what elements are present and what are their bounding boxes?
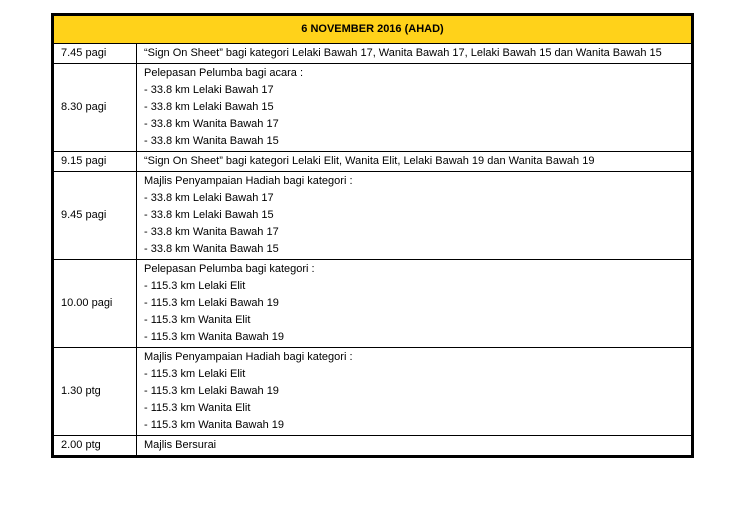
- schedule-row: [54, 44, 692, 64]
- schedule-row: [54, 348, 692, 436]
- schedule-document: [51, 13, 694, 458]
- event-category-line: - 115.3 km Lelaki Elit: [144, 280, 246, 292]
- event-description: Pelepasan Pelumba bagi kategori :: [144, 263, 315, 275]
- event-category-line: - 115.3 km Lelaki Bawah 19: [144, 297, 279, 309]
- description-cell: [137, 260, 692, 348]
- event-category-line: - 33.8 km Lelaki Bawah 17: [144, 84, 274, 96]
- event-category-line: - 33.8 km Lelaki Bawah 15: [144, 101, 274, 113]
- schedule-row: [54, 152, 692, 172]
- event-description: Majlis Penyampaian Hadiah bagi kategori :: [144, 175, 353, 187]
- description-cell: [137, 348, 692, 436]
- header-row: [54, 16, 692, 44]
- time-cell: 10.00 pagi: [54, 260, 137, 348]
- event-category-line: - 115.3 km Wanita Bawah 19: [144, 419, 285, 431]
- event-category-line: - 33.8 km Lelaki Bawah 17: [144, 192, 274, 204]
- event-category-line: - 33.8 km Lelaki Bawah 15: [144, 209, 274, 221]
- schedule-table: [53, 15, 692, 456]
- event-description: Pelepasan Pelumba bagi acara :: [144, 67, 303, 79]
- time-cell: 1.30 ptg: [54, 348, 137, 436]
- schedule-row: [54, 436, 692, 456]
- event-category-line: - 33.8 km Wanita Bawah 15: [144, 135, 279, 147]
- schedule-row: [54, 64, 692, 152]
- event-category-line: - 115.3 km Lelaki Elit: [144, 368, 246, 380]
- date-heading: 6 NOVEMBER 2016 (AHAD): [54, 16, 692, 44]
- event-category-line: - 33.8 km Wanita Bawah 15: [144, 243, 279, 255]
- time-cell: 7.45 pagi: [54, 44, 137, 64]
- time-cell: 9.15 pagi: [54, 152, 137, 172]
- description-cell: [137, 436, 692, 456]
- event-description: “Sign On Sheet” bagi kategori Lelaki Bawah 17, Wanita Bawah 17, Lelaki Bawah 15 dan Wanita Bawah 15: [144, 47, 662, 59]
- description-cell: [137, 64, 692, 152]
- event-category-line: - 33.8 km Wanita Bawah 17: [144, 118, 279, 130]
- event-category-line: - 115.3 km Wanita Bawah 19: [144, 331, 285, 343]
- event-category-line: - 115.3 km Wanita Elit: [144, 314, 251, 326]
- description-cell: [137, 172, 692, 260]
- event-category-line: - 115.3 km Wanita Elit: [144, 402, 251, 414]
- event-description: Majlis Bersurai: [144, 439, 217, 451]
- description-cell: [137, 44, 692, 64]
- description-cell: [137, 152, 692, 172]
- time-cell: 9.45 pagi: [54, 172, 137, 260]
- event-description: “Sign On Sheet” bagi kategori Lelaki Elit, Wanita Elit, Lelaki Bawah 19 dan Wanita Bawah 19: [144, 155, 595, 167]
- schedule-row: [54, 172, 692, 260]
- event-category-line: - 115.3 km Lelaki Bawah 19: [144, 385, 279, 397]
- event-description: Majlis Penyampaian Hadiah bagi kategori :: [144, 351, 353, 363]
- event-category-line: - 33.8 km Wanita Bawah 17: [144, 226, 279, 238]
- time-cell: 8.30 pagi: [54, 64, 137, 152]
- schedule-row: [54, 260, 692, 348]
- time-cell: 2.00 ptg: [54, 436, 137, 456]
